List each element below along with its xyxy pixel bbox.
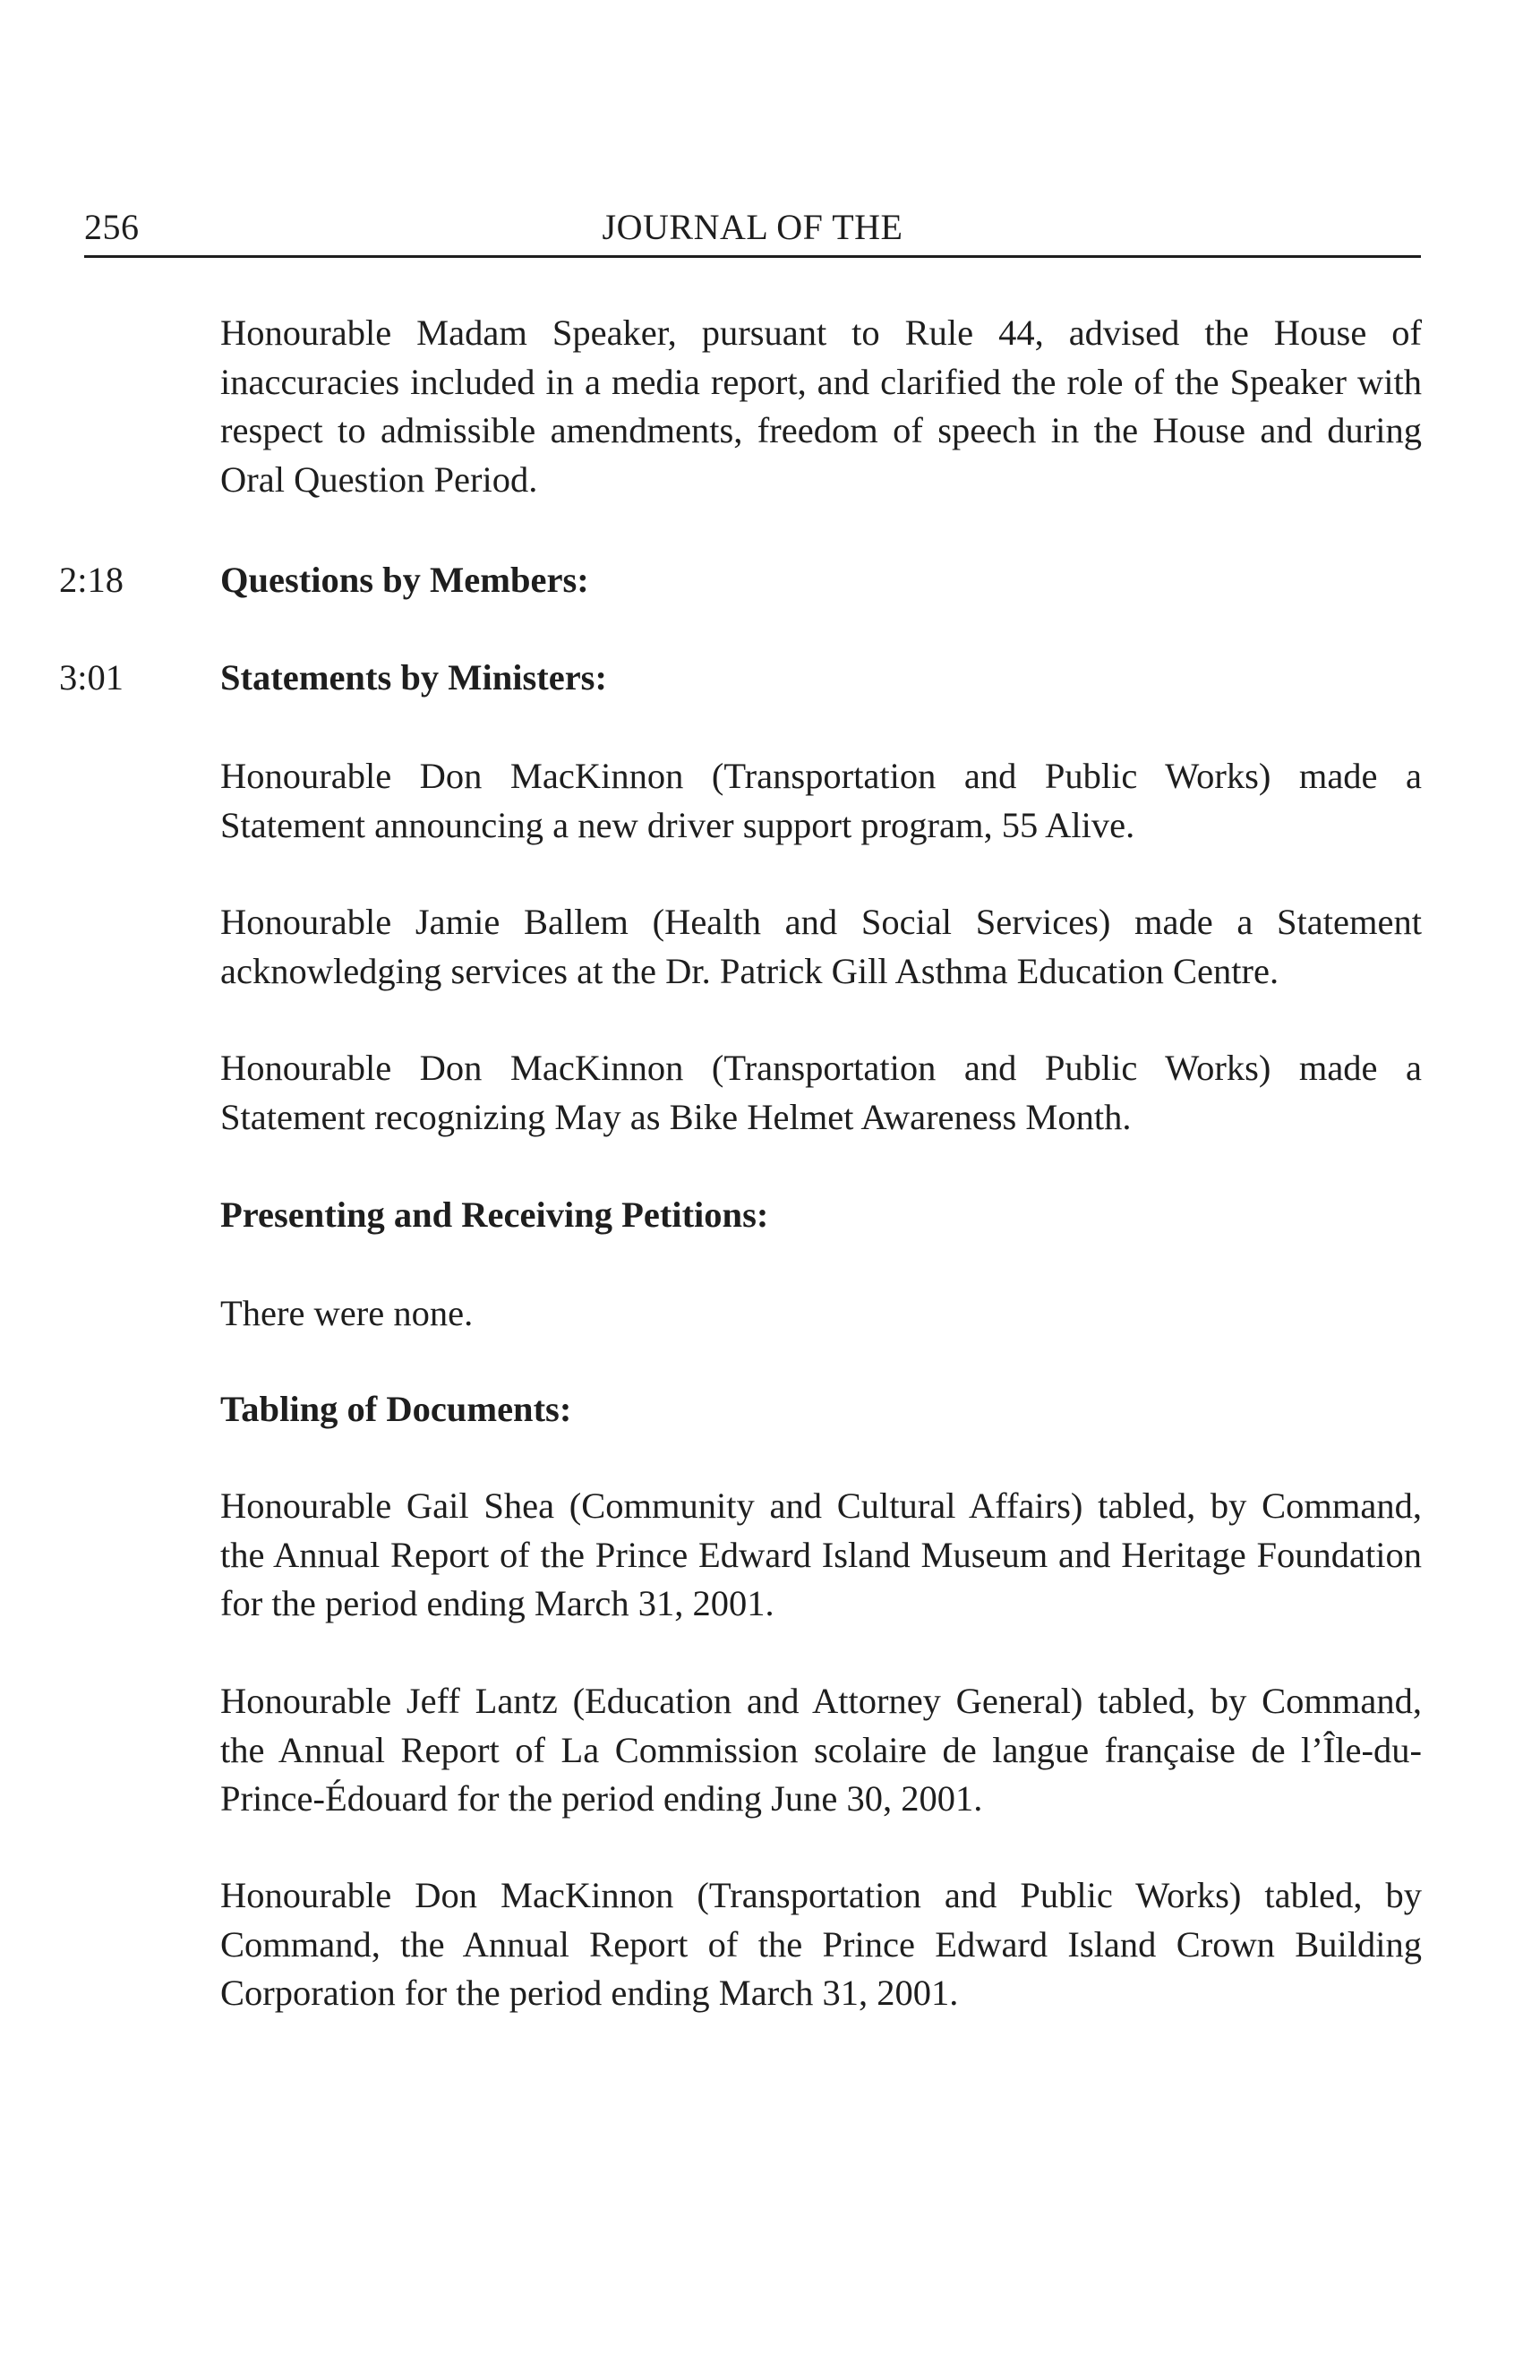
page-header — [84, 204, 1421, 258]
tabling-heading: Tabling of Documents: — [220, 1389, 572, 1429]
statement-text: Honourable Don MacKinnon (Transportation and Public Works) made a Statement recognizing May as Bike Helmet Awareness Month. — [220, 1048, 1422, 1137]
statement-item — [220, 898, 1422, 996]
tabling-item — [220, 1677, 1422, 1824]
petitions-section — [220, 1191, 1422, 1239]
statements-heading: Statements by Ministers: — [220, 657, 607, 698]
petitions-body — [220, 1289, 1422, 1339]
tabling-section — [220, 1385, 1422, 1434]
petitions-heading: Presenting and Receiving Petitions: — [220, 1194, 769, 1235]
tabling-text: Honourable Don MacKinnon (Transportation and Public Works) tabled, by Command, the Annual Report of the Prince Edward Island Crown Building Corporation for the period ending March 31, 2001. — [220, 1875, 1422, 2013]
questions-heading: Questions by Members: — [220, 560, 589, 600]
statement-text: Honourable Don MacKinnon (Transportation and Public Works) made a Statement announcing a new driver support program, 55 Alive. — [220, 756, 1422, 845]
statement-item — [220, 1044, 1422, 1142]
statement-text: Honourable Jamie Ballem (Health and Social Services) made a Statement acknowledging services at the Dr. Patrick Gill Asthma Education Centre. — [220, 902, 1422, 991]
tabling-text: Honourable Gail Shea (Community and Cultural Affairs) tabled, by Command, the Annual Report of the Prince Edward Island Museum and Heritage Foundation for the period ending March 31, 2001. — [220, 1485, 1422, 1623]
questions-time: 2:18 — [59, 560, 124, 600]
paragraph-text: Honourable Madam Speaker, pursuant to Rule 44, advised the House of inaccuracies included in a media report, and clarified the role of the Speaker with respect to admissible amendments, freedom of speech in the House and during Oral Question Period. — [220, 312, 1422, 500]
petitions-text: There were none. — [220, 1293, 474, 1333]
tabling-item — [220, 1871, 1422, 2018]
speaker-paragraph — [220, 309, 1422, 504]
questions-section — [220, 556, 1422, 604]
statements-section — [220, 654, 1422, 702]
page-number: 256 — [84, 207, 140, 247]
tabling-text: Honourable Jeff Lantz (Education and Attorney General) tabled, by Command, the Annual Report of La Commission scolaire de langue française de l’Île-du-Prince-Édouard for the period ending June 30, 2001. — [220, 1681, 1422, 1819]
running-head: JOURNAL OF THE — [602, 207, 903, 247]
tabling-item — [220, 1482, 1422, 1629]
header-rule — [84, 255, 1421, 258]
statement-item — [220, 752, 1422, 850]
statements-time: 3:01 — [59, 657, 124, 698]
